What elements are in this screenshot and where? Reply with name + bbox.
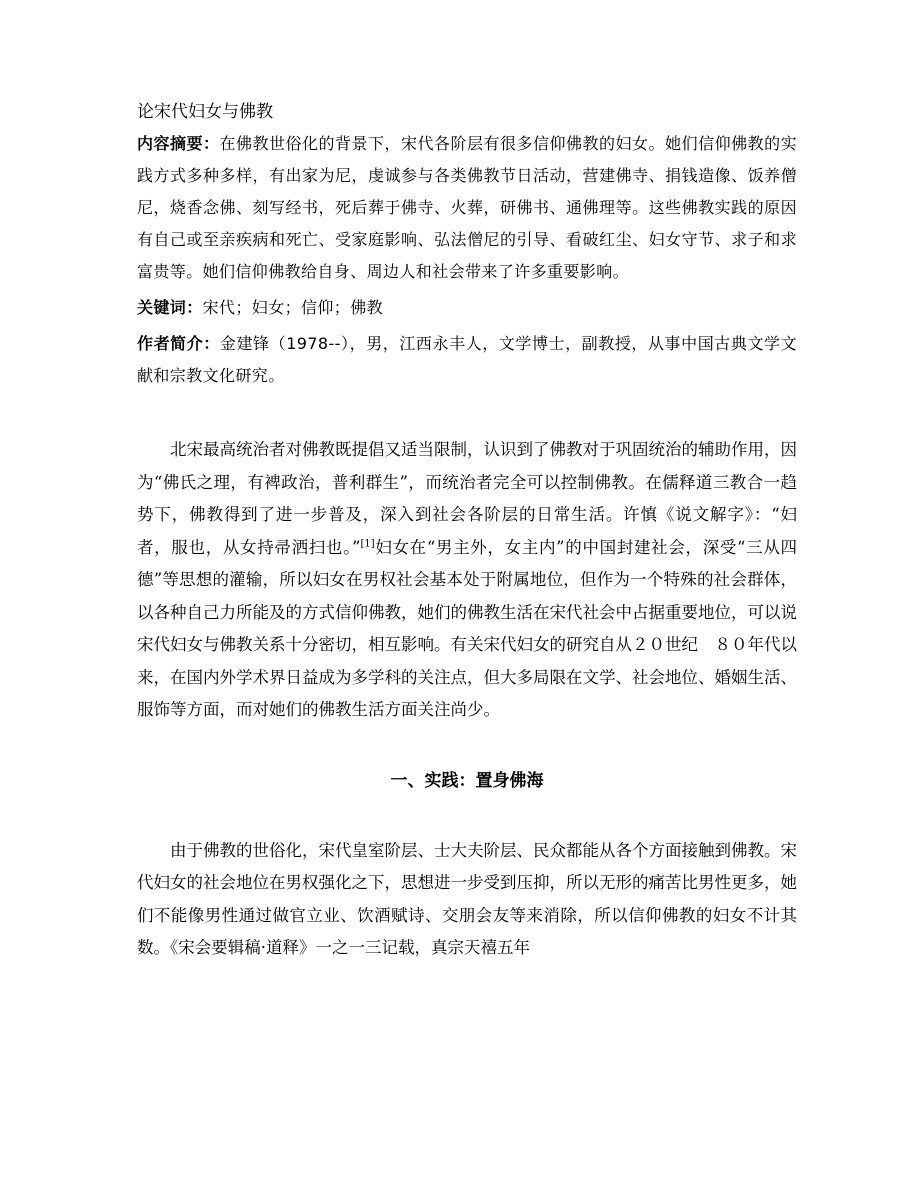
- section-heading-1: 一、实践：置身佛海: [390, 770, 544, 791]
- abstract-label: 内容摘要：: [137, 134, 220, 153]
- document-title: 论宋代妇女与佛教: [137, 102, 273, 122]
- body-paragraph-1: [137, 434, 797, 727]
- author-label: 作者简介：: [137, 334, 220, 353]
- paragraph-1-text-b: 妇女在“男主外，女主内”的中国封建社会，深受“三从四德”等思想的灌输，所以妇女在男权社会基本处于附属地位，但作为一个特殊的社会群体，以各种自己力所能及的方式信仰佛教，她们的佛教生活在宋代社会中占据重要地位，可以说宋代妇女与佛教关系十分密切，相互影响。有关宋代妇女的研究自从２０世纪 ８０年代以来，在国内外学术界日益成为多学科的关注点，但大多局限在文学、社会地位、婚姻生活、服饰等方面，而对她们的佛教生活方面关注尚少。: [137, 537, 797, 719]
- footnote-ref[interactable]: [1]: [360, 538, 375, 549]
- keywords-label: 关键词：: [137, 298, 203, 317]
- body-paragraph-2: 由于佛教的世俗化，宋代皇室阶层、士大夫阶层、民众都能从各个方面接触到佛教。宋代妇女的社会地位在男权强化之下，思想进一步受到压抑，所以无形的痛苦比男性更多，她们不能像男性通过做官立业、饮酒赋诗、交朋会友等来消除，所以信仰佛教的妇女不计其数。《宋会要辑稿·道释》一之一三记载，真宗天禧五年: [137, 840, 797, 957]
- author-text: 金建锋（1978--），男，江西永丰人，文学博士，副教授，从事中国古典文学文献和宗教文化研究。: [137, 334, 797, 385]
- keywords: [137, 292, 797, 324]
- author-bio: [137, 328, 797, 392]
- keywords-text: 宋代；妇女；信仰；佛教: [202, 298, 384, 317]
- document-page: [137, 96, 797, 965]
- abstract: [137, 128, 797, 288]
- paragraph-1-text-a: 北宋最高统治者对佛教既提倡又适当限制，认识到了佛教对于巩固统治的辅助作用，因为“佛氏之理，有裨政治，普利群生”，而统治者完全可以控制佛教。在儒释道三教合一趋势下，佛教得到了进一步普及，深入到社会各阶层的日常生活。许慎《说文解字》：“妇者，服也，从女持帚洒扫也。”: [137, 440, 797, 557]
- abstract-text: 在佛教世俗化的背景下，宋代各阶层有很多信仰佛教的妇女。她们信仰佛教的实践方式多种多样，有出家为尼，虔诚参与各类佛教节日活动，营建佛寺、捐钱造像、饭养僧尼，烧香念佛、刻写经书，死后葬于佛寺、火葬，研佛书、通佛理等。这些佛教实践的原因有自己或至亲疾病和死亡、受家庭影响、弘法僧尼的引导、看破红尘、妇女守节、求子和求富贵等。她们信仰佛教给自身、周边人和社会带来了许多重要影响。: [137, 134, 797, 281]
